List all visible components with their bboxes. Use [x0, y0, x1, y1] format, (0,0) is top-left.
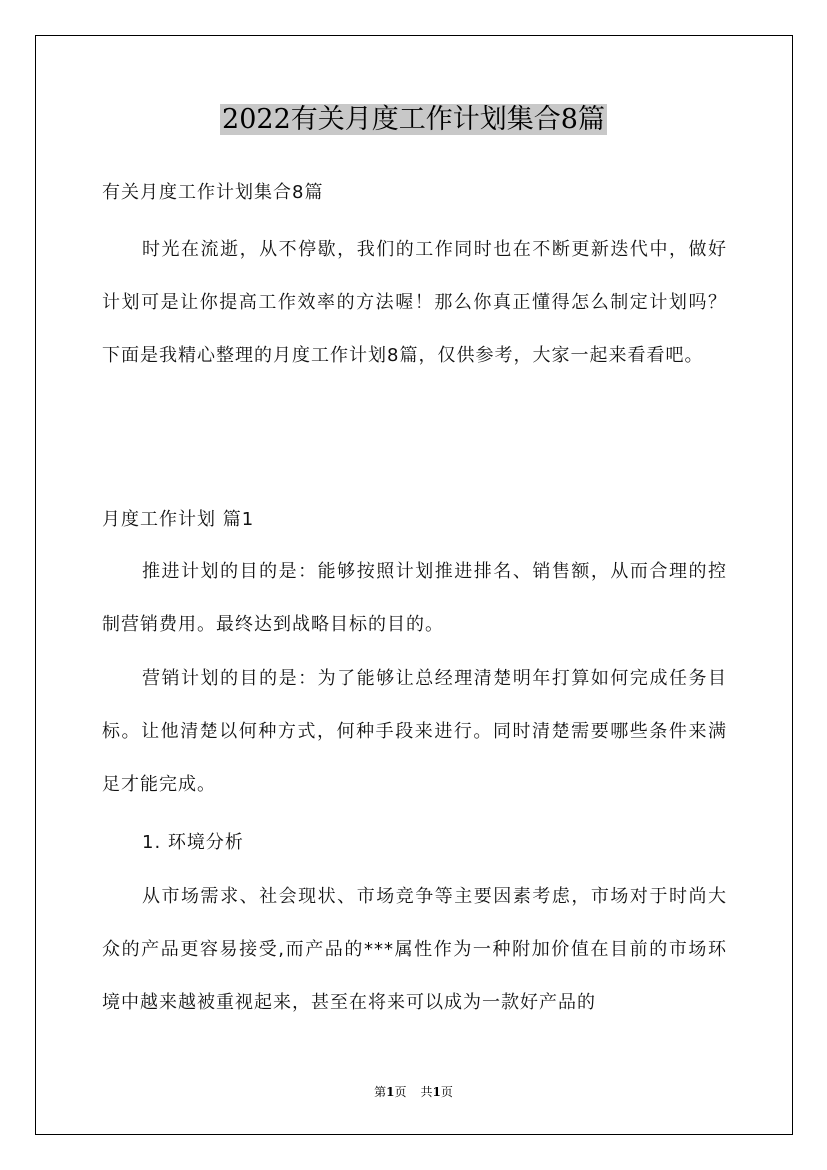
document-title	[0, 100, 827, 140]
document-title-text: 2022有关月度工作计划集合8篇	[222, 104, 605, 135]
footer-total-prefix: 共	[420, 1085, 433, 1099]
footer-page-suffix: 页	[394, 1085, 407, 1099]
footer-total-number: 1	[432, 1085, 441, 1099]
page-footer	[0, 1083, 827, 1100]
paragraph-2: 营销计划的目的是：为了能够让总经理清楚明年打算如何完成任务目标。让他清楚以何种方式，何种手段来进行。同时清楚需要哪些条件来满足才能完成。	[102, 668, 727, 795]
intro-paragraph: 时光在流逝，从不停歇，我们的工作同时也在不断更新迭代中，做好计划可是让你提高工作效率的方法喔！那么你真正懂得怎么制定计划吗？下面是我精心整理的月度工作计划8篇，仅供参考，大家一起来看看吧。	[102, 239, 727, 366]
paragraph-3: 从市场需求、社会现状、市场竞争等主要因素考虑，市场对于时尚大众的产品更容易接受,而产品的***属性作为一种附加价值在目前的市场环境中越来越被重视起来，甚至在将来可以成为一款好产品的	[102, 886, 727, 1013]
footer-page-prefix: 第	[374, 1085, 387, 1099]
footer-total-suffix: 页	[440, 1085, 453, 1099]
document-subtitle: 有关月度工作计划集合8篇	[102, 182, 324, 203]
section-heading: 月度工作计划 篇1	[102, 509, 255, 530]
list-item-1: 1. 环境分析	[142, 832, 244, 853]
footer-page-number: 1	[386, 1085, 395, 1099]
paragraph-1: 推进计划的目的是：能够按照计划推进排名、销售额，从而合理的控制营销费用。最终达到战略目标的目的。	[102, 561, 727, 635]
